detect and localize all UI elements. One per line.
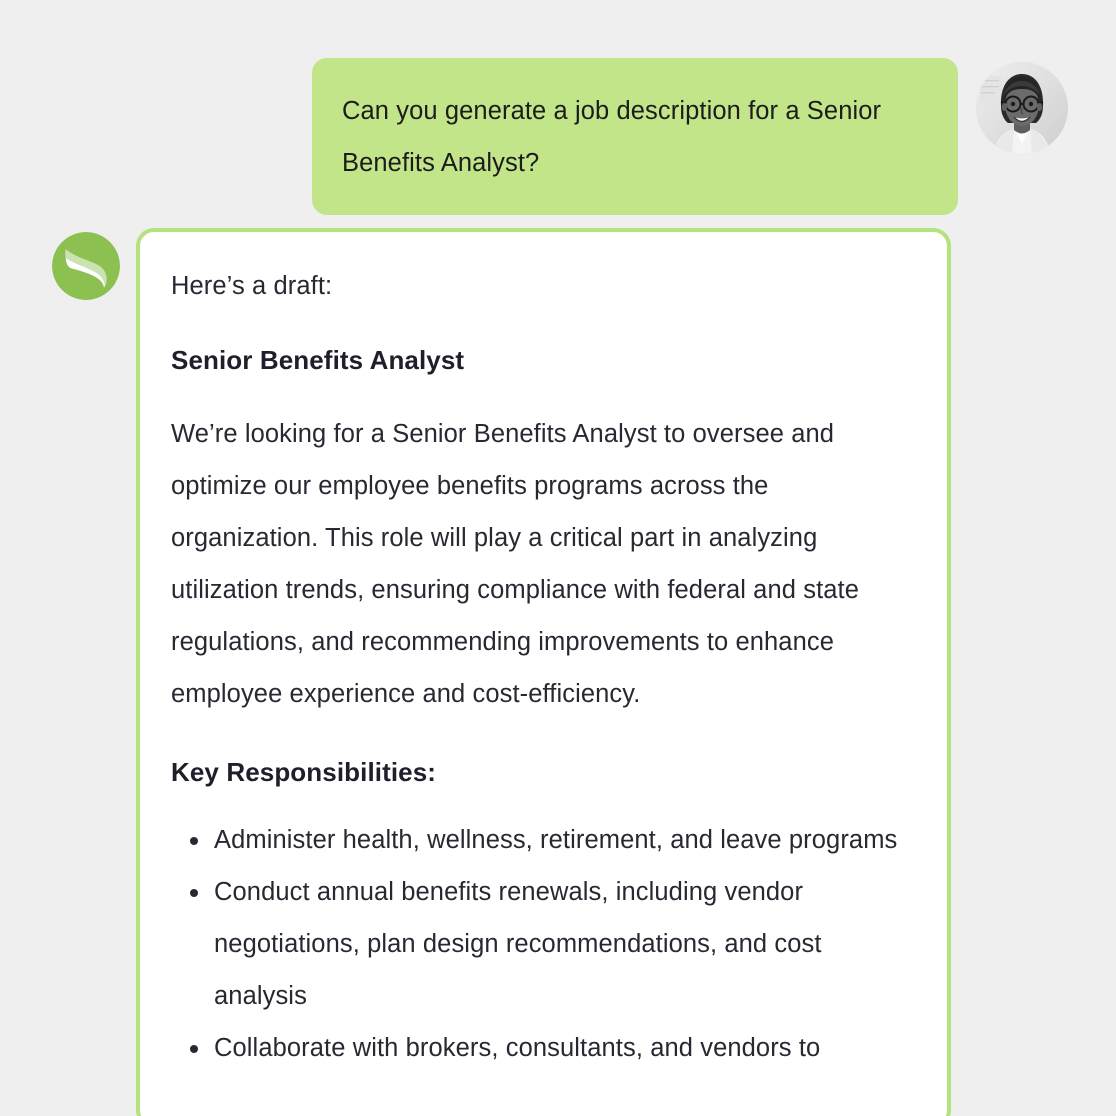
responsibilities-list (171, 814, 917, 1074)
user-photo-avatar-icon (976, 62, 1068, 154)
leaf-logo-icon (52, 232, 120, 300)
assistant-intro-text: Here’s a draft: (171, 272, 333, 300)
list-item: Administer health, wellness, retirement, and leave programs (171, 814, 917, 866)
key-responsibilities-heading: Key Responsibilities: (171, 757, 437, 787)
list-item: Collaborate with brokers, consultants, and vendors to (171, 1022, 917, 1074)
assistant-response-card (136, 228, 951, 1116)
assistant-avatar (52, 232, 120, 300)
user-message-text: Can you generate a job description for a Senior Benefits Analyst? (342, 97, 889, 177)
user-message-row (0, 58, 1116, 198)
list-item: Conduct annual benefits renewals, including vendor negotiations, plan design recommendations, and cost analysis (171, 866, 917, 1022)
avatar[interactable] (976, 62, 1068, 154)
user-message-bubble (312, 58, 958, 215)
job-summary-paragraph: We’re looking for a Senior Benefits Analyst to oversee and optimize our employee benefits programs across the organization. This role will play a critical part in analyzing utilization trends, ensuring compliance with federal and state regulations, and recommending improvements to enhance employee experience and cost-efficiency. (171, 420, 860, 708)
job-title-heading: Senior Benefits Analyst (171, 345, 465, 375)
